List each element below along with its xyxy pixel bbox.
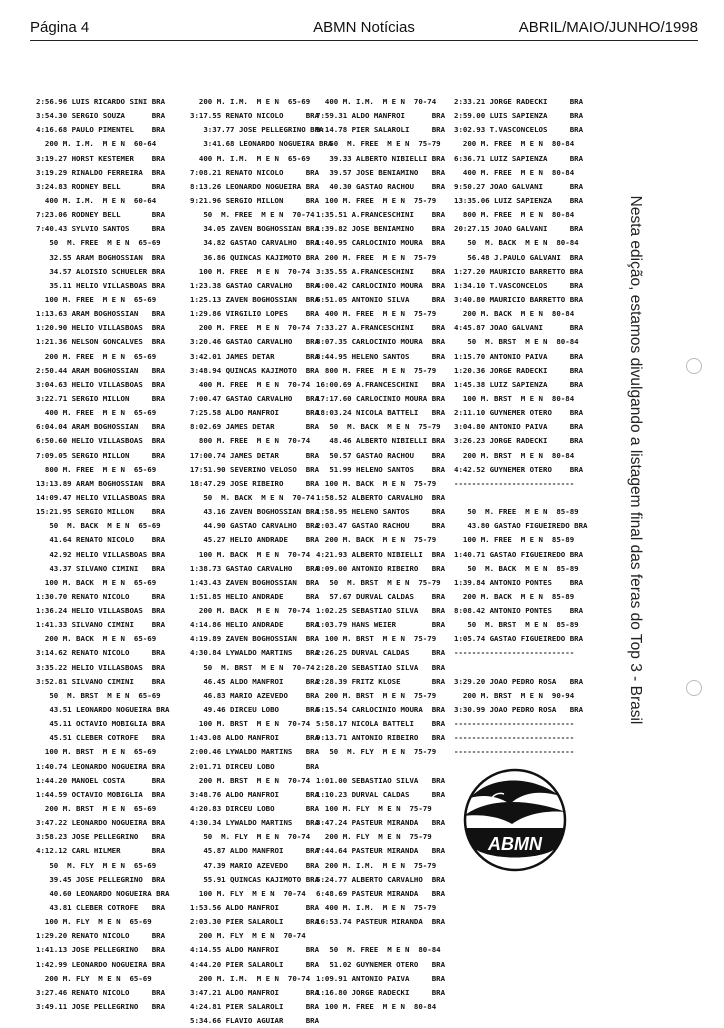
- result-line: 50.57 GASTAO RACHOU BRA: [316, 450, 446, 460]
- abmn-logo: [450, 768, 580, 873]
- result-line: 42.92 HELIO VILLASBOAS BRA: [36, 549, 166, 559]
- result-line: 45.27 HELIO ANDRADE BRA: [190, 535, 320, 545]
- event-heading: 200 M. BRST M E N 75-79: [316, 690, 437, 700]
- result-line: 1:40.71 GASTAO FIGUEIREDO BRA: [454, 549, 584, 559]
- event-heading: 50 M. BACK M E N 70-74: [190, 492, 315, 502]
- result-line: 8:09.00 ANTONIO RIBEIRO BRA: [316, 563, 446, 573]
- event-heading: 50 M. FREE M E N 70-74: [190, 210, 315, 220]
- event-heading: 50 M. BACK M E N 85-89: [454, 563, 579, 573]
- result-line: 39.45 JOSE PELLEGRINO BRA: [36, 874, 166, 884]
- result-line: 3:54.30 SERGIO SOUZA BRA: [36, 111, 166, 121]
- result-line: 6:36.71 LUIZ SAPIENZA BRA: [454, 153, 584, 163]
- result-line: 34.05 ZAVEN BOGHOSSIAN BRA: [190, 224, 320, 234]
- event-heading: 50 M. FREE M E N 75-79: [316, 139, 441, 149]
- result-line: 1:16.80 JORGE RADECKI BRA: [316, 987, 446, 997]
- result-line: 1:20.90 HELIO VILLASBOAS BRA: [36, 323, 166, 333]
- result-line: 2:00.46 LYWALDO MARTINS BRA: [190, 747, 320, 757]
- result-line: 2:28.39 FRITZ KLOSE BRA: [316, 676, 446, 686]
- result-line: 3:27.46 RENATO NICOLO BRA: [36, 987, 166, 997]
- result-line: 3:48.76 ALDO MANFROI BRA: [190, 789, 320, 799]
- result-line: 45.87 ALDO MANFROI BRA: [190, 846, 320, 856]
- result-line: 2:03.47 GASTAO RACHOU BRA: [316, 521, 446, 531]
- result-line: 7:44.64 PASTEUR MIRANDA BRA: [316, 846, 446, 856]
- result-line: 4:12.12 CARL HILMER BRA: [36, 846, 166, 856]
- punch-hole-bottom: [686, 680, 702, 696]
- result-line: 51.99 HELENO SANTOS BRA: [316, 464, 446, 474]
- event-heading: 50 M. FLY M E N 75-79: [316, 747, 437, 757]
- result-line: 4:30.34 LYWALDO MARTINS BRA: [190, 818, 320, 828]
- event-heading: 200 M. BRST M E N 90-94: [454, 690, 575, 700]
- result-line: 5:34.66 FLAVIO AGUIAR BRA: [190, 1016, 320, 1026]
- event-heading: 50 M. FREE M E N 85-89: [454, 507, 579, 517]
- event-heading: 100 M. BRST M E N 75-79: [316, 634, 437, 644]
- event-heading: 50 M. FREE M E N 80-84: [316, 945, 441, 955]
- result-line: 4:30.84 LYWALDO MARTINS BRA: [190, 648, 320, 658]
- result-line: 36.86 QUINCAS KAJIMOTO BRA: [190, 252, 320, 262]
- result-line: 2:28.20 SEBASTIAO SILVA BRA: [316, 662, 446, 672]
- result-line: 4:14.86 HELIO ANDRADE BRA: [190, 620, 320, 630]
- separator-line: ---------------------------: [454, 719, 575, 729]
- result-line: 3:17.55 RENATO NICOLO BRA: [190, 111, 320, 121]
- result-line: 1:29.20 RENATO NICOLO BRA: [36, 931, 166, 941]
- result-line: 1:58.52 ALBERTO CARVALHO BRA: [316, 492, 446, 502]
- result-line: 1:35.51 A.FRANCESCHINI BRA: [316, 210, 446, 220]
- event-heading: 50 M. FLY M E N 65-69: [36, 860, 157, 870]
- event-heading: 800 M. FREE M E N 75-79: [316, 365, 437, 375]
- result-line: [316, 929, 445, 943]
- result-line: 1:27.20 MAURICIO BARRETTO BRA: [454, 266, 584, 276]
- event-heading: 400 M. I.M. M E N 70-74: [316, 97, 437, 106]
- event-heading: 100 M. BRST M E N 65-69: [36, 747, 157, 757]
- result-line: 7:23.06 RODNEY BELL BRA: [36, 210, 166, 220]
- result-line: 47.39 MARIO AZEVEDO BRA: [190, 860, 320, 870]
- result-line: 4:20.83 DIRCEU LOBO BRA: [190, 804, 320, 814]
- result-line: 13:35.06 LUIZ SAPIENZA BRA: [454, 195, 584, 205]
- result-line: [454, 661, 588, 675]
- result-line: 20:27.15 JOAO GALVANI BRA: [454, 224, 584, 234]
- result-line: 43.81 CLEBER COTROFE BRA: [36, 903, 166, 913]
- event-heading: 200 M. FREE M E N 65-69: [36, 351, 157, 361]
- event-heading: 100 M. BACK M E N 75-79: [316, 478, 437, 488]
- result-line: 45.51 CLEBER COTROFE BRA: [36, 733, 166, 743]
- result-line: 48.46 ALBERTO NIBIELLI BRA: [316, 436, 446, 446]
- result-line: 2:33.21 JORGE RADECKI BRA: [454, 97, 584, 106]
- result-line: 1:51.85 HELIO ANDRADE BRA: [190, 591, 320, 601]
- result-line: 57.67 DURVAL CALDAS BRA: [316, 591, 446, 601]
- result-line: 32.55 ARAM BOGHOSSIAN BRA: [36, 252, 166, 262]
- result-line: 4:45.87 JOAO GALVANI BRA: [454, 323, 584, 333]
- event-heading: 200 M. FLY M E N 65-69: [36, 973, 152, 983]
- result-line: [454, 491, 588, 505]
- result-line: 1:41.13 JOSE PELLEGRINO BRA: [36, 945, 166, 955]
- result-line: 3:41.68 LEONARDO NOGUEIRA BRA: [190, 139, 333, 149]
- event-heading: 100 M. BRST M E N 70-74: [190, 719, 311, 729]
- event-heading: 100 M. FLY M E N 70-74: [190, 888, 306, 898]
- result-line: 6:50.60 HELIO VILLASBOAS BRA: [36, 436, 166, 446]
- result-line: 17:51.90 SEVERINO VELOSO BRA: [190, 464, 320, 474]
- result-line: 3:14.62 RENATO NICOLO BRA: [36, 648, 166, 658]
- result-line: 3:42.01 JAMES DETAR BRA: [190, 351, 320, 361]
- result-line: 5:58.17 NICOLA BATTELI BRA: [316, 719, 446, 729]
- result-line: 7:40.43 SYLVIO SANTOS BRA: [36, 224, 166, 234]
- result-line: 2:50.44 ARAM BOGHOSSIAN BRA: [36, 365, 166, 375]
- event-heading: 200 M. BRST M E N 70-74: [190, 775, 311, 785]
- event-heading: 200 M. BACK M E N 85-89: [454, 591, 575, 601]
- result-line: 3:20.46 GASTAO CARVALHO BRA: [190, 337, 320, 347]
- result-line: 7:25.58 ALDO MANFROI BRA: [190, 408, 320, 418]
- result-line: 5:24.77 ALBERTO CARVALHO BRA: [316, 874, 446, 884]
- result-line: 4:21.93 ALBERTO NIBIELLI BRA: [316, 549, 446, 559]
- result-line: 7:00.47 GASTAO CARVALHO BRA: [190, 393, 320, 403]
- event-heading: 200 M. I.M. M E N 75-79: [316, 860, 437, 870]
- results-column-2: [190, 95, 332, 1028]
- result-line: 1:38.73 GASTAO CARVALHO BRA: [190, 563, 320, 573]
- event-heading: 50 M. FLY M E N 70-74: [190, 832, 311, 842]
- result-line: 3:47.22 LEONARDO NOGUEIRA BRA: [36, 818, 166, 828]
- result-line: 7:33.27 A.FRANCESCHINI BRA: [316, 323, 446, 333]
- result-line: 2:03.30 PIER SALAROLI BRA: [190, 917, 320, 927]
- result-line: 4:24.81 PIER SALAROLI BRA: [190, 1002, 320, 1011]
- result-line: 2:01.71 DIRCEU LOBO BRA: [190, 761, 320, 771]
- event-heading: 200 M. FLY M E N 70-74: [190, 931, 306, 941]
- result-line: 39.33 ALBERTO NIBIELLI BRA: [316, 153, 446, 163]
- result-line: 1:40.74 LEONARDO NOGUEIRA BRA: [36, 761, 166, 771]
- result-line: 3:02.93 T.VASCONCELOS BRA: [454, 125, 584, 135]
- results-column-1: [36, 95, 170, 1014]
- result-line: 2:56.96 LUIS RICARDO SINI BRA: [36, 97, 166, 106]
- event-heading: 200 M. I.M. M E N 60-64: [36, 139, 157, 149]
- event-heading: 50 M. BRST M E N 70-74: [190, 662, 315, 672]
- event-heading: 400 M. I.M. M E N 75-79: [316, 903, 437, 913]
- result-line: 35.11 HELIO VILLASBOAS BRA: [36, 280, 166, 290]
- result-line: 1:36.24 HELIO VILLASBOAS BRA: [36, 606, 166, 616]
- result-line: 9:14.78 PIER SALAROLI BRA: [316, 125, 446, 135]
- result-line: 1:42.99 LEONARDO NOGUEIRA BRA: [36, 959, 166, 969]
- event-heading: 50 M. BACK M E N 75-79: [316, 422, 441, 432]
- event-heading: 100 M. BACK M E N 70-74: [190, 549, 311, 559]
- result-line: 34.57 ALOISIO SCHUELER BRA: [36, 266, 166, 276]
- result-line: 17:17.60 CARLOCINIO MOURA BRA: [316, 393, 446, 403]
- result-line: 3:48.94 QUINCAS KAJIMOTO BRA: [190, 365, 320, 375]
- result-line: 1:05.74 GASTAO FIGUEIREDO BRA: [454, 634, 584, 644]
- result-line: 1:39.82 JOSE BENIAMINO BRA: [316, 224, 446, 234]
- result-line: 1:20.36 JORGE RADECKI BRA: [454, 365, 584, 375]
- result-line: 1:44.20 MANOEL COSTA BRA: [36, 775, 166, 785]
- result-line: 1:03.79 HANS WEIER BRA: [316, 620, 446, 630]
- result-line: 9:50.27 JOAO GALVANI BRA: [454, 181, 584, 191]
- result-line: 1:53.56 ALDO MANFROI BRA: [190, 903, 320, 913]
- event-heading: 200 M. BACK M E N 65-69: [36, 634, 157, 644]
- result-line: 3:37.77 JOSE PELLEGRINO BRA: [190, 125, 324, 135]
- event-heading: 200 M. I.M. M E N 65-69: [190, 97, 311, 106]
- result-line: 7:09.05 SERGIO MILLON BRA: [36, 450, 166, 460]
- event-heading: 50 M. BACK M E N 80-84: [454, 238, 579, 248]
- event-heading: 100 M. FLY M E N 65-69: [36, 917, 152, 927]
- result-line: 1:10.23 DURVAL CALDAS BRA: [316, 789, 446, 799]
- result-line: 3:58.23 JOSE PELLEGRINO BRA: [36, 832, 166, 842]
- logo-text: ABMN: [488, 834, 542, 854]
- result-line: 1:25.13 ZAVEN BOGHOSSIAN BRA: [190, 294, 320, 304]
- side-caption-text: Nesta edição, estamos divulgando a listagem final das feras do Top 3 - Brasil: [627, 195, 644, 725]
- result-line: 9:21.96 SERGIO MILLON BRA: [190, 195, 320, 205]
- result-line: 3:49.11 JOSE PELLEGRINO BRA: [36, 1002, 166, 1011]
- event-heading: 200 M. FLY M E N 75-79: [316, 832, 432, 842]
- result-line: 2:11.10 GUYNEMER OTERO BRA: [454, 408, 584, 418]
- header-rule: [30, 40, 698, 41]
- result-line: 1:40.95 CARLOCINIO MOURA BRA: [316, 238, 446, 248]
- result-line: 41.64 RENATO NICOLO BRA: [36, 535, 166, 545]
- event-heading: 50 M. FREE M E N 65-69: [36, 238, 161, 248]
- result-line: 43.80 GASTAO FIGUEIREDO BRA: [454, 521, 588, 531]
- result-line: 8:07.35 CARLOCINIO MOURA BRA: [316, 337, 446, 347]
- result-line: 3:26.23 JORGE RADECKI BRA: [454, 436, 584, 446]
- event-heading: 50 M. BACK M E N 65-69: [36, 521, 161, 531]
- event-heading: 100 M. FREE M E N 85-89: [454, 535, 575, 545]
- results-column-3: [316, 95, 445, 1014]
- event-heading: 400 M. FREE M E N 70-74: [190, 379, 311, 389]
- result-line: 56.48 J.PAULO GALVANI BRA: [454, 252, 584, 262]
- result-line: 2:26.25 DURVAL CALDAS BRA: [316, 648, 446, 658]
- result-line: 8:02.69 JAMES DETAR BRA: [190, 422, 320, 432]
- event-heading: 200 M. BRST M E N 65-69: [36, 804, 157, 814]
- result-line: 7:08.21 RENATO NICOLO BRA: [190, 167, 320, 177]
- result-line: 2:59.00 LUIS SAPIENZA BRA: [454, 111, 584, 121]
- page-header: [30, 18, 698, 40]
- result-line: 1:41.33 SILVANO CIMINI BRA: [36, 620, 166, 630]
- result-line: 6:04.04 ARAM BOGHOSSIAN BRA: [36, 422, 166, 432]
- event-heading: 200 M. FREE M E N 75-79: [316, 252, 437, 262]
- result-line: 14:09.47 HELIO VILLASBOAS BRA: [36, 492, 166, 502]
- result-line: 40.60 LEONARDO NOGUEIRA BRA: [36, 888, 170, 898]
- result-line: 1:29.86 VIRGILIO LOPES BRA: [190, 309, 320, 319]
- result-line: 1:30.70 RENATO NICOLO BRA: [36, 591, 166, 601]
- result-line: 4:14.55 ALDO MANFROI BRA: [190, 945, 320, 955]
- result-line: 1:45.38 LUIZ SAPIENZA BRA: [454, 379, 584, 389]
- result-line: [316, 760, 445, 774]
- result-line: 39.57 JOSE BENIAMINO BRA: [316, 167, 446, 177]
- result-line: 7:59.31 ALDO MANFROI BRA: [316, 111, 446, 121]
- punch-hole-top: [686, 358, 702, 374]
- event-heading: 400 M. I.M. M E N 60-64: [36, 195, 157, 205]
- result-line: 1:44.59 OCTAVIO MOBIGLIA BRA: [36, 789, 166, 799]
- result-line: 3:30.99 JOAO PEDRO ROSA BRA: [454, 705, 584, 715]
- result-line: 1:39.84 ANTONIO PONTES BRA: [454, 577, 584, 587]
- result-line: 18:03.24 NICOLA BATTELI BRA: [316, 408, 446, 418]
- result-line: 15:21.95 SERGIO MILLON BRA: [36, 507, 166, 517]
- event-heading: 800 M. FREE M E N 65-69: [36, 464, 157, 474]
- result-line: 4:00.42 CARLOCINIO MOURA BRA: [316, 280, 446, 290]
- event-heading: 100 M. BRST M E N 80-84: [454, 393, 575, 403]
- result-line: 16:53.74 PASTEUR MIRANDA BRA: [316, 917, 446, 927]
- event-heading: 200 M. BACK M E N 80-84: [454, 309, 575, 319]
- result-line: 17:00.74 JAMES DETAR BRA: [190, 450, 320, 460]
- result-line: 1:01.00 SEBASTIAO SILVA BRA: [316, 775, 446, 785]
- result-line: 3:40.80 MAURICIO BARRETTO BRA: [454, 294, 584, 304]
- result-line: 3:47.21 ALDO MANFROI BRA: [190, 987, 320, 997]
- result-line: 1:58.95 HELENO SANTOS BRA: [316, 507, 446, 517]
- event-heading: 100 M. FREE M E N 80-84: [316, 1002, 437, 1011]
- result-line: 6:48.69 PASTEUR MIRANDA BRA: [316, 888, 446, 898]
- result-line: 8:44.95 HELENO SANTOS BRA: [316, 351, 446, 361]
- event-heading: 50 M. BRST M E N 85-89: [454, 620, 579, 630]
- result-line: 13:13.89 ARAM BOGHOSSIAN BRA: [36, 478, 166, 488]
- result-line: 3:35.22 HELIO VILLASBOAS BRA: [36, 662, 166, 672]
- page-number: Página 4: [30, 19, 90, 36]
- event-heading: 100 M. BACK M E N 65-69: [36, 577, 157, 587]
- result-line: 51.02 GUYNEMER OTERO BRA: [316, 959, 446, 969]
- result-line: 1:13.63 ARAM BOGHOSSIAN BRA: [36, 309, 166, 319]
- event-heading: 50 M. BRST M E N 80-84: [454, 337, 579, 347]
- result-line: 3:22.71 SERGIO MILLON BRA: [36, 393, 166, 403]
- result-line: 3:19.27 HORST KESTEMER BRA: [36, 153, 166, 163]
- result-line: 3:35.55 A.FRANCESCHINI BRA: [316, 266, 446, 276]
- event-heading: 200 M. FREE M E N 80-84: [454, 139, 575, 149]
- result-line: 4:19.89 ZAVEN BOGHOSSIAN BRA: [190, 634, 320, 644]
- event-heading: 200 M. BRST M E N 80-84: [454, 450, 575, 460]
- result-line: 4:42.52 GUYNEMER OTERO BRA: [454, 464, 584, 474]
- separator-line: ---------------------------: [454, 648, 575, 658]
- result-line: 46.45 ALDO MANFROI BRA: [190, 676, 320, 686]
- result-line: 8:08.42 ANTONIO PONTES BRA: [454, 606, 584, 616]
- side-caption: [613, 95, 657, 825]
- result-line: 1:43.43 ZAVEN BOGHOSSIAN BRA: [190, 577, 320, 587]
- issue-date: ABRIL/MAIO/JUNHO/1998: [518, 19, 698, 36]
- result-line: 8:13.26 LEONARDO NOGUEIRA BRA: [190, 181, 320, 191]
- event-heading: 400 M. I.M. M E N 65-69: [190, 153, 311, 163]
- result-line: 3:19.29 RINALDO FERREIRA BRA: [36, 167, 166, 177]
- result-line: 1:21.36 NELSON GONCALVES BRA: [36, 337, 166, 347]
- result-line: 1:34.10 T.VASCONCELOS BRA: [454, 280, 584, 290]
- event-heading: 100 M. FREE M E N 70-74: [190, 266, 311, 276]
- result-line: 16:00.69 A.FRANCESCHINI BRA: [316, 379, 446, 389]
- event-heading: 200 M. BACK M E N 75-79: [316, 535, 437, 545]
- event-heading: 800 M. FREE M E N 80-84: [454, 210, 575, 220]
- result-line: 3:04.80 ANTONIO PAIVA BRA: [454, 422, 584, 432]
- event-heading: 100 M. FREE M E N 75-79: [316, 195, 437, 205]
- event-heading: 200 M. I.M. M E N 70-74: [190, 973, 311, 983]
- result-line: 45.11 OCTAVIO MOBIGLIA BRA: [36, 719, 166, 729]
- result-line: 49.46 DIRCEU LOBO BRA: [190, 705, 320, 715]
- event-heading: 200 M. BACK M E N 70-74: [190, 606, 311, 616]
- event-heading: 400 M. FREE M E N 75-79: [316, 309, 437, 319]
- result-line: 6:51.05 ANTONIO SILVA BRA: [316, 294, 446, 304]
- separator-line: ---------------------------: [454, 747, 575, 757]
- event-heading: 50 M. BRST M E N 75-79: [316, 577, 441, 587]
- result-line: 3:47.24 PASTEUR MIRANDA BRA: [316, 818, 446, 828]
- event-heading: 200 M. FREE M E N 70-74: [190, 323, 311, 333]
- event-heading: 100 M. FLY M E N 75-79: [316, 804, 432, 814]
- result-line: 1:43.08 ALDO MANFROI BRA: [190, 733, 320, 743]
- result-line: 1:23.38 GASTAO CARVALHO BRA: [190, 280, 320, 290]
- result-line: 3:04.63 HELIO VILLASBOAS BRA: [36, 379, 166, 389]
- result-line: 43.16 ZAVEN BOGHOSSIAN BRA: [190, 507, 320, 517]
- result-line: 4:44.20 PIER SALAROLI BRA: [190, 959, 320, 969]
- result-line: 40.30 GASTAO RACHOU BRA: [316, 181, 446, 191]
- result-line: 4:16.68 PAULO PIMENTEL BRA: [36, 125, 166, 135]
- result-line: 55.91 QUINCAS KAJIMOTO BRA: [190, 874, 320, 884]
- result-line: 1:15.70 ANTONIO PAIVA BRA: [454, 351, 584, 361]
- results-column-4: [454, 95, 588, 760]
- result-line: 43.37 SILVANO CIMINI BRA: [36, 563, 166, 573]
- event-heading: 100 M. FREE M E N 65-69: [36, 294, 157, 304]
- result-line: 46.83 MARIO AZEVEDO BRA: [190, 690, 320, 700]
- result-line: 3:24.83 RODNEY BELL BRA: [36, 181, 166, 191]
- separator-line: ---------------------------: [454, 733, 575, 743]
- separator-line: ---------------------------: [454, 478, 575, 488]
- result-line: 5:15.54 CARLOCINIO MOURA BRA: [316, 705, 446, 715]
- result-line: 1:02.25 SEBASTIAO SILVA BRA: [316, 606, 446, 616]
- event-heading: 50 M. BRST M E N 65-69: [36, 690, 161, 700]
- result-line: 1:09.91 ANTONIO PAIVA BRA: [316, 973, 446, 983]
- event-heading: 400 M. FREE M E N 65-69: [36, 408, 157, 418]
- result-line: 3:29.20 JOAO PEDRO ROSA BRA: [454, 676, 584, 686]
- result-line: 9:13.71 ANTONIO RIBEIRO BRA: [316, 733, 446, 743]
- event-heading: 400 M. FREE M E N 80-84: [454, 167, 575, 177]
- result-line: 43.51 LEONARDO NOGUEIRA BRA: [36, 705, 170, 715]
- publication-title: ABMN Notícias: [313, 19, 415, 36]
- event-heading: 800 M. FREE M E N 70-74: [190, 436, 311, 446]
- result-line: 3:52.81 SILVANO CIMINI BRA: [36, 676, 166, 686]
- result-line: 44.90 GASTAO CARVALHO BRA: [190, 521, 320, 531]
- result-line: 34.82 GASTAO CARVALHO BRA: [190, 238, 320, 248]
- result-line: 18:47.29 JOSE RIBEIRO BRA: [190, 478, 320, 488]
